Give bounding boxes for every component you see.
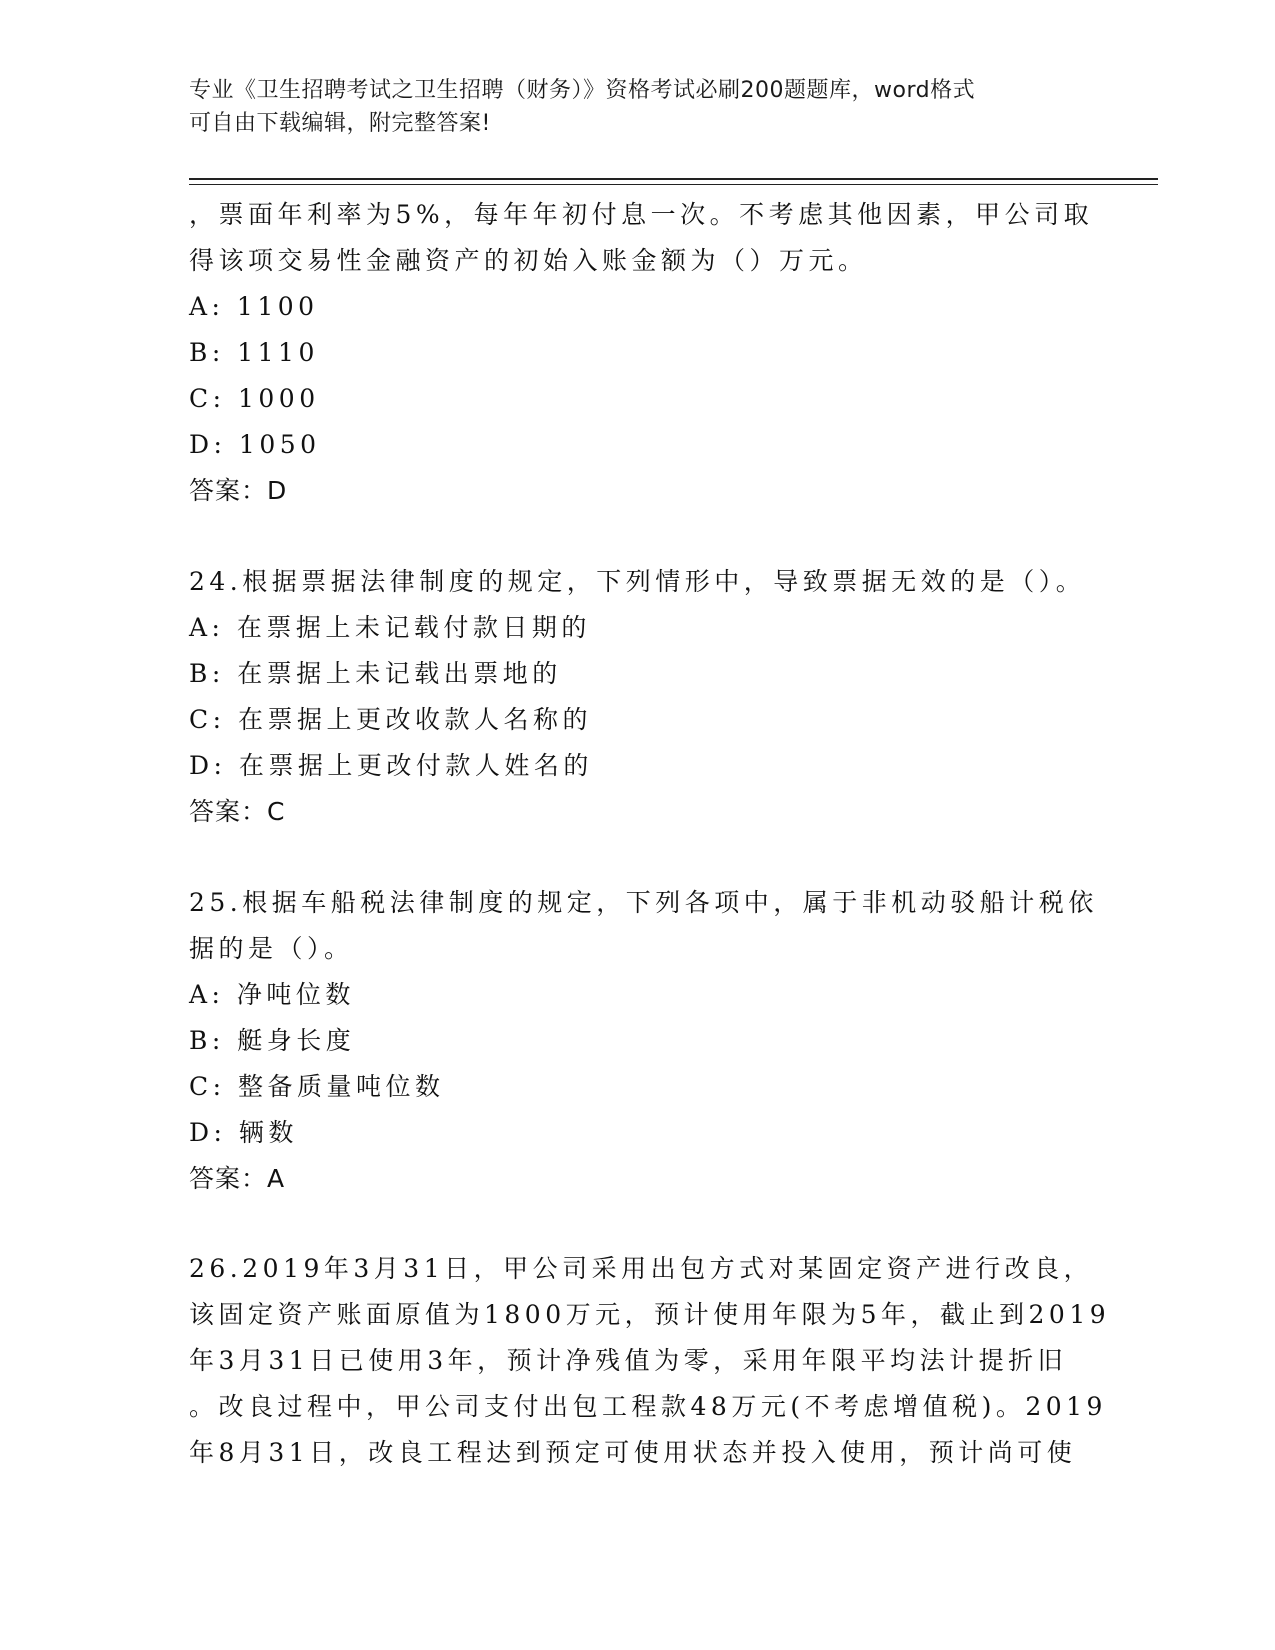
option-d: D: 辆数	[189, 1118, 298, 1147]
question-text: 26.2019年3月31日，甲公司采用出包方式对某固定资产进行改良，	[189, 1254, 1094, 1283]
header-divider-thin	[189, 184, 1158, 185]
option-c: C: 1000	[189, 384, 320, 413]
answer-text: 答案：D	[189, 476, 288, 505]
header-line-1: 专业《卫生招聘考试之卫生招聘（财务）》资格考试必刷200题题库，word格式	[189, 78, 976, 103]
question-text: 据的是（）。	[189, 934, 354, 963]
option-a: A: 1100	[189, 292, 319, 321]
answer-text: 答案：A	[189, 1164, 286, 1193]
option-b: B: 1110	[189, 338, 319, 367]
question-23	[189, 192, 1094, 514]
question-text: 25.根据车船税法律制度的规定，下列各项中，属于非机动驳船计税依	[189, 888, 1098, 917]
question-25	[189, 880, 1098, 1202]
question-text: 年8月31日，改良工程达到预定可使用状态并投入使用，预计尚可使	[189, 1438, 1077, 1467]
answer-text: 答案：C	[189, 797, 286, 826]
option-c: C: 整备质量吨位数	[189, 1072, 445, 1101]
option-b: B: 在票据上未记载出票地的	[189, 659, 562, 688]
option-c: C: 在票据上更改收款人名称的	[189, 705, 592, 734]
spacer	[189, 514, 1089, 559]
question-text: 。改良过程中，甲公司支付出包工程款48万元(不考虑增值税)。2019	[189, 1392, 1107, 1421]
question-text: 24.根据票据法律制度的规定，下列情形中，导致票据无效的是（）。	[189, 567, 1086, 596]
question-text: ，票面年利率为5%，每年年初付息一次。不考虑其他因素，甲公司取	[189, 200, 1094, 229]
document-header	[189, 74, 1089, 140]
option-d: D: 1050	[189, 430, 321, 459]
question-text: 该固定资产账面原值为1800万元，预计使用年限为5年，截止到2019	[189, 1300, 1111, 1329]
spacer	[189, 835, 1089, 880]
question-text: 年3月31日已使用3年，预计净残值为零，采用年限平均法计提折旧	[189, 1346, 1068, 1375]
header-divider-thick	[189, 178, 1158, 180]
header-line-2: 可自由下载编辑，附完整答案!	[189, 111, 491, 136]
question-26	[189, 1246, 1111, 1476]
question-content	[189, 192, 1111, 1476]
option-a: A: 在票据上未记载付款日期的	[189, 613, 591, 642]
option-b: B: 艇身长度	[189, 1026, 356, 1055]
question-text: 得该项交易性金融资产的初始入账金额为（）万元。	[189, 246, 868, 275]
option-a: A: 净吨位数	[189, 980, 355, 1009]
option-d: D: 在票据上更改付款人姓名的	[189, 751, 593, 780]
spacer	[189, 1202, 1089, 1246]
question-24	[189, 559, 1089, 835]
